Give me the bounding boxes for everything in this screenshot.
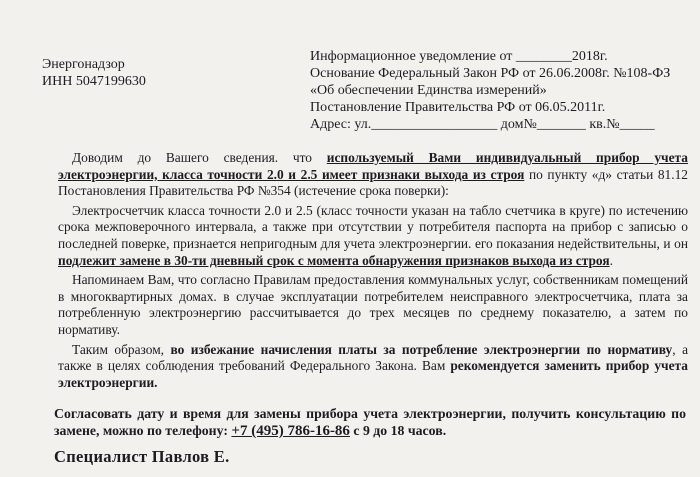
- closing-text-a: Согласовать дату и время для замены прибора учета электроэнергии, получить консультацию по замене, можно по телефону:: [54, 406, 686, 438]
- paragraph-3: Напоминаем Вам, что согласно Правилам предоставления коммунальных услуг, собственникам помещений в многоквартирных домах. в случае эксплуатации потребителем неисправного электросчетчика, плата за потребленную электроэнергию рассчитывается до трех месяцев по среднему показателю, а затем по нормативу.: [58, 272, 688, 337]
- sender-name: Энергонадзор: [42, 57, 125, 72]
- paragraph-4: [58, 342, 688, 392]
- p2-text-a: Электросчетчик класса точности 2.0 и 2.5 (класс точности указан на табло счетчика в круге) по истечению срока межповерочного интервала, а также при отсутствии у потребителя паспорта на прибор с записью о последней поверке, признается непригодным для учета электроэнергии. его показания недействительны, и он: [58, 202, 688, 251]
- paragraph-2: [58, 203, 688, 269]
- notice-year: 2018г.: [571, 49, 608, 64]
- p1-text-a: Доводим до Вашего сведения. что: [72, 150, 327, 165]
- signer-name: Специалист Павлов Е.: [54, 447, 230, 466]
- notice-address: Адрес: ул.__________________ дом№_______ кв.№_____: [310, 117, 655, 132]
- notice-basis: Основание Федеральный Закон РФ от 26.06.2008г. №108-ФЗ: [310, 66, 671, 81]
- p1-highlight: используемый Вами индивидуальный прибор учета электроэнергии, класса точности 2.0 и 2.5 имеет признаки выхода из строя: [58, 150, 688, 182]
- p1-text-c: по пункту «д» статьи 81.12 Постановления Правительства РФ №354 (истечение срока поверки):: [58, 166, 688, 199]
- closing-paragraph: [54, 405, 686, 440]
- notice-law-name: «Об обеспечении Единства измерений»: [310, 83, 547, 98]
- notice-body: [58, 150, 688, 394]
- p2-text-c: .: [609, 252, 613, 268]
- phone-number: +7 (495) 786-16-86: [231, 423, 350, 439]
- p4-text-a: Таким образом,: [72, 341, 171, 357]
- p4-recommendation: рекомендуется заменить прибор учета электроэнергии.: [58, 358, 688, 390]
- p4-highlight: во избежание начисления платы за потребление электроэнергии по нормативу: [170, 341, 673, 357]
- p4-text-c: , а также в целях соблюдения требований Федерального Закона. Вам: [58, 341, 689, 374]
- notice-date-blank: ________: [515, 49, 572, 64]
- p2-highlight: подлежит замене в 30-ти дневный срок с момента обнаружения признаков выхода из строя: [58, 252, 610, 268]
- notice-header: [310, 48, 670, 133]
- paragraph-1: [58, 150, 688, 200]
- sender-block: [42, 56, 146, 90]
- notice-date-line: [310, 48, 670, 65]
- closing-text-b: с 9 до 18 часов.: [349, 423, 447, 438]
- notice-decree: Постановление Правительства РФ от 06.05.2011г.: [310, 100, 606, 115]
- notice-prefix: Информационное уведомление от: [310, 49, 516, 64]
- sender-inn: ИНН 5047199630: [42, 74, 146, 89]
